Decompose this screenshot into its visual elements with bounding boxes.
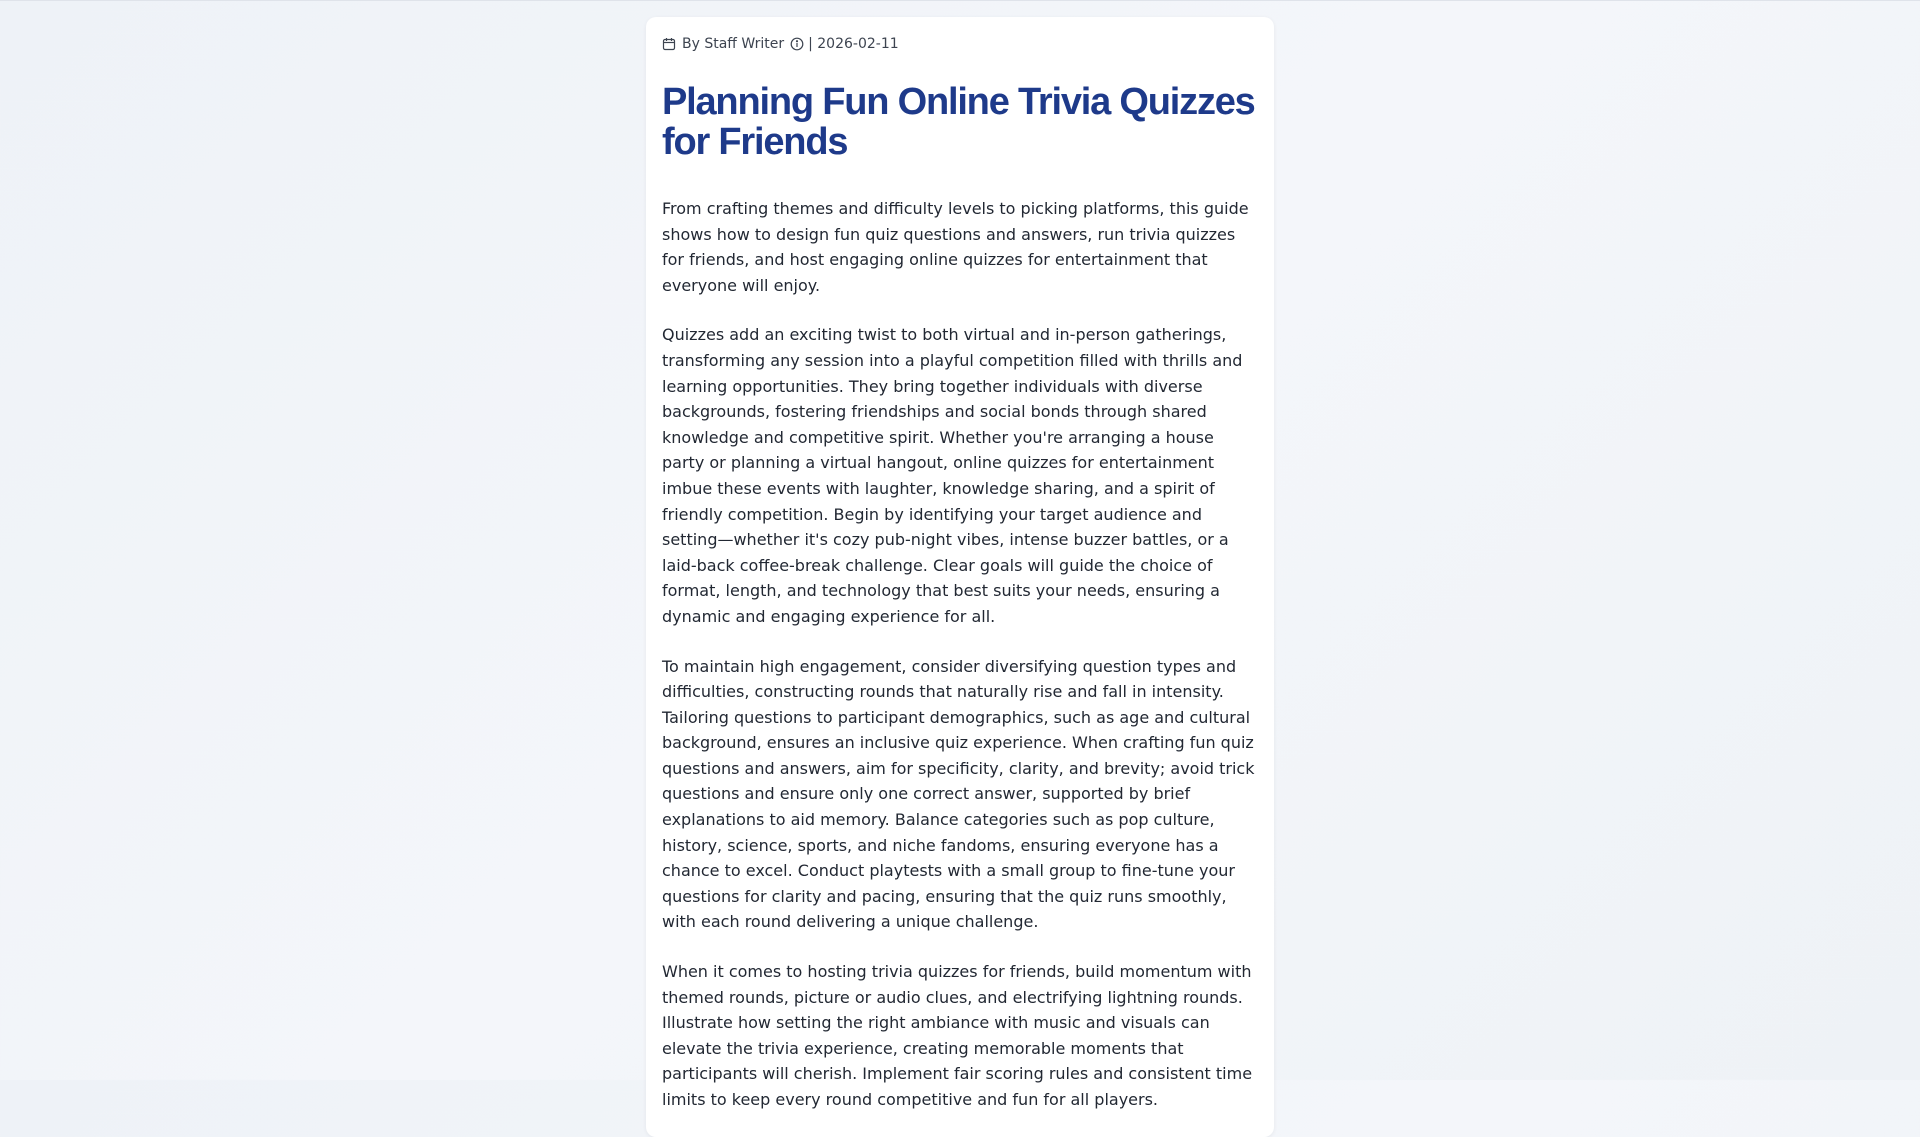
article-body bbox=[662, 196, 1258, 1113]
paragraph: From crafting themes and difficulty levels to picking platforms, this guide shows how to design fun quiz questions and answers, run trivia quizzes for friends, and host engaging online quizzes for entertainment that everyone will enjoy. bbox=[662, 199, 1249, 295]
article-title: Planning Fun Online Trivia Quizzes for Friends bbox=[662, 81, 1255, 163]
publish-date: | 2026-02-11 bbox=[808, 36, 899, 52]
paragraph: Quizzes add an exciting twist to both virtual and in-person gatherings, transforming any session into a playful competition filled with thrills and learning opportunities. They bring together individuals with diverse backgrounds, fostering friendships and social bonds through shared knowledge and competitive spirit. Whether you're arranging a house party or planning a virtual hangout, online quizzes for entertainment imbue these events with laughter, knowledge sharing, and a spirit of friendly competition. Begin by identifying your target audience and setting—whether it's cozy pub-night vibes, intense buzzer battles, or a laid-back coffee-break challenge. Clear goals will guide the choice of format, length, and technology that best suits your needs, ensuring a dynamic and engaging experience for all. bbox=[662, 325, 1243, 626]
paragraph: When it comes to hosting trivia quizzes for friends, build momentum with themed rounds, picture or audio clues, and electrifying lightning rounds. Illustrate how setting the right ambiance with music and visuals can elevate the trivia experience, creating memorable moments that participants will cherish. Implement fair scoring rules and consistent time limits to keep every round competitive and fun for all players. bbox=[662, 962, 1253, 1109]
author: By Staff Writer bbox=[682, 36, 785, 52]
article-card bbox=[646, 17, 1274, 1137]
info-icon bbox=[790, 37, 804, 51]
paragraph: To maintain high engagement, consider diversifying question types and difficulties, constructing rounds that naturally rise and fall in intensity. Tailoring questions to participant demographics, such as age and cultural background, ensures an inclusive quiz experience. When crafting fun quiz questions and answers, aim for specificity, clarity, and brevity; avoid trick questions and ensure only one correct answer, supported by brief explanations to aid memory. Balance categories such as pop culture, history, science, sports, and niche fandoms, ensuring everyone has a chance to excel. Conduct playtests with a small group to fine-tune your questions for clarity and pacing, ensuring that the quiz runs smoothly, with each round delivering a unique challenge. bbox=[662, 656, 1255, 932]
calendar-icon bbox=[662, 37, 676, 51]
article-meta bbox=[662, 34, 1258, 54]
